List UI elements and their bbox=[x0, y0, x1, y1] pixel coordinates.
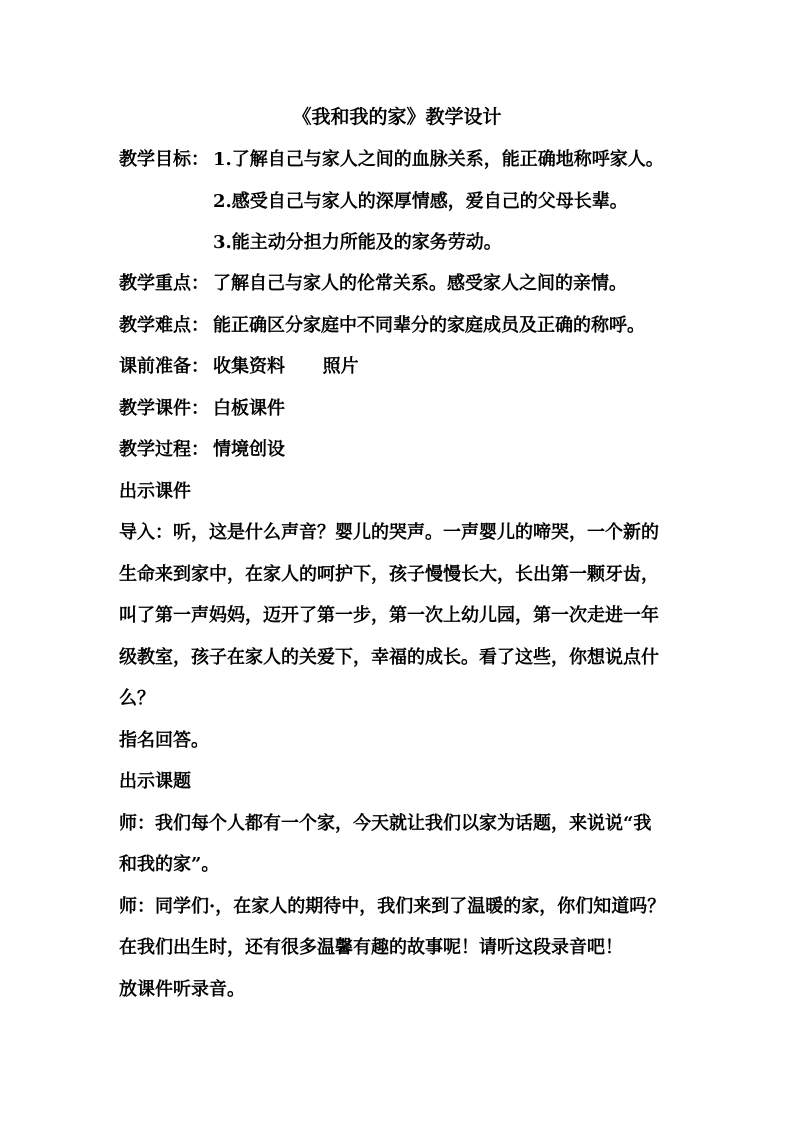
show-courseware: 出示课件 bbox=[119, 481, 191, 502]
intro-line-3: 叫了第一声妈妈，迈开了第一步，第一次上幼儿园，第一次走进一年 bbox=[119, 605, 659, 626]
courseware-line bbox=[119, 396, 285, 422]
process-label: 教学过程： bbox=[119, 439, 209, 460]
preparation-label: 课前准备： bbox=[119, 356, 209, 377]
teacher2-line-2: 在我们出生时，还有很多温馨有趣的故事呢！请听这段录音吧！ bbox=[119, 937, 623, 958]
teacher1-line-1: 师：我们每个人都有一个家，今天就让我们以家为话题，来说说“我 bbox=[119, 813, 652, 834]
objectives-label: 教学目标： bbox=[119, 149, 209, 170]
teacher1-line-2: 和我的家”。 bbox=[119, 854, 220, 875]
objective-item-1: 1.了解自己与家人之间的血脉关系，能正确地称呼家人。 bbox=[213, 149, 664, 170]
play-recording-line: 放课件听录音。 bbox=[119, 979, 245, 1000]
key-point-label: 教学重点： bbox=[119, 273, 209, 294]
objective-item-3: 3.能主动分担力所能及的家务劳动。 bbox=[213, 232, 502, 253]
objectives-line-1 bbox=[119, 147, 664, 173]
difficulty-line bbox=[119, 313, 645, 339]
process-text: 情境创设 bbox=[213, 439, 285, 460]
intro-line-1: 导入：听，这是什么声音？婴儿的哭声。一声婴儿的啼哭，一个新的 bbox=[119, 522, 659, 543]
key-point-text: 了解自己与家人的伦常关系。感受家人之间的亲情。 bbox=[213, 273, 627, 294]
answer-line: 指名回答。 bbox=[119, 730, 209, 751]
courseware-label: 教学课件： bbox=[119, 398, 209, 419]
difficulty-text: 能正确区分家庭中不同辈分的家庭成员及正确的称呼。 bbox=[213, 315, 645, 336]
intro-line-5: 么？ bbox=[119, 688, 155, 709]
key-point-line bbox=[119, 271, 627, 297]
teacher2-line-1: 师：同学们·，在家人的期待中，我们来到了温暖的家，你们知道吗？ bbox=[119, 896, 666, 917]
objective-item-2: 2.感受自己与家人的深厚情感，爱自己的父母长辈。 bbox=[213, 191, 628, 212]
courseware-text: 白板课件 bbox=[213, 398, 285, 419]
difficulty-label: 教学难点： bbox=[119, 315, 209, 336]
document-title: 《我和我的家》教学设计 bbox=[292, 106, 502, 128]
preparation-text: 收集资料 照片 bbox=[213, 356, 359, 377]
intro-line-2: 生命来到家中，在家人的呵护下，孩子慢慢长大，长出第一颗牙齿， bbox=[119, 564, 659, 585]
process-line bbox=[119, 437, 285, 463]
intro-line-4: 级教室，孩子在家人的关爱下，幸福的成长。看了这些，你想说点什 bbox=[119, 647, 659, 668]
show-topic-line: 出示课题 bbox=[119, 771, 191, 792]
preparation-line bbox=[119, 354, 359, 380]
